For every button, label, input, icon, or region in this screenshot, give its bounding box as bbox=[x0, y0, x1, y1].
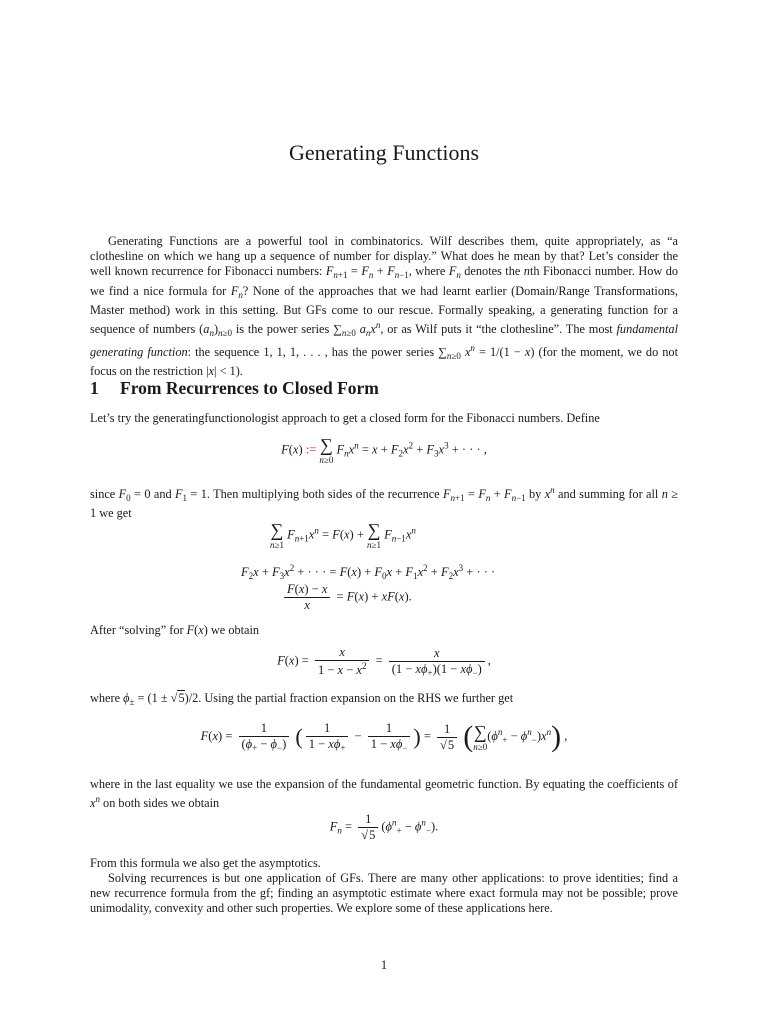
page-number: 1 bbox=[380, 958, 388, 972]
body-text: on both sides we obtain bbox=[99, 796, 220, 811]
emphasis-text: fundamental generating function bbox=[90, 322, 678, 360]
equation-line: $F_2x + F_3x^2$ + · · · = $F(x) + F_0x + F_1x^2 + F_2x^3$ + · · · bbox=[241, 563, 496, 581]
abstract-text: Generating Functions are a powerful tool in combinatorics. Wilf describes them, quite appropriately, as “a clothesline on which we hang up a sequence of number for display.” What does he mean by that? Let’s consider the well known recurrence for Fibonacci numbers: bbox=[90, 234, 678, 279]
math-inline: $x^n$ bbox=[90, 794, 100, 811]
abstract-text: : the sequence 1, 1, 1, . . . , has the power series bbox=[187, 345, 439, 360]
math-inline: $F_0 = 0$ bbox=[118, 487, 151, 503]
math-inline: $\sum_{n\ge 0}$ $x^n = 1/(1 - x)$ bbox=[438, 343, 535, 362]
body-paragraph: From this formula we also get the asymptotics. bbox=[90, 856, 321, 870]
abstract-text: is the power series bbox=[232, 322, 334, 337]
section-number: 1 bbox=[90, 378, 99, 398]
body-text: we obtain bbox=[207, 623, 260, 637]
body-text: . Then multiplying both sides of the recurrence bbox=[206, 487, 444, 501]
body-paragraph bbox=[90, 483, 678, 521]
math-inline: $F_{n+1} = F_n + F_{n-1}$ bbox=[443, 487, 526, 503]
math-inline: $\sum_{n\ge 0}$ $a_nx^n$ bbox=[333, 320, 381, 339]
equation-definition: F(x) := ∑ n≥0 $F_nx^n = x + F_2x^2 + F_3x^3$ + · · · , bbox=[281, 435, 487, 465]
math-inline: n bbox=[523, 264, 530, 279]
math-inline: |x| < 1 bbox=[206, 364, 236, 379]
math-inline: $x^n$ bbox=[544, 485, 555, 501]
body-text: where bbox=[90, 691, 124, 705]
body-text: . Using the partial fraction expansion on the RHS we further get bbox=[198, 691, 514, 705]
body-paragraph: Solving recurrences is but one application of GFs. There are many other applications: to prove identities; find a new recurrence formula from the gf; finding an asymptotic estimate where exact formula may not be possible; prove unimodality, convexity and other such properties. We explore some of these applications here. bbox=[90, 871, 678, 916]
body-paragraph bbox=[90, 623, 678, 638]
body-text: since bbox=[90, 487, 119, 501]
equation-partial-fraction: F(x) = $\frac{1}{(\phi_+ - \phi_-)}$ ( $\frac{1}{1 - x\phi_+}$ − $\frac{1}{1 - x\phi_-}$ ) = $\frac{1}{√5}$ (∑ n≥0 $(\phi^n_+ - \phi^n_-)x^n$) , bbox=[200, 720, 568, 753]
body-text: by bbox=[525, 487, 545, 501]
body-text: and summing for all bbox=[554, 487, 662, 501]
abstract-text: th Fibonacci number. How do we find a nice formula for bbox=[90, 264, 679, 298]
math-inline: $F_1 = 1$ bbox=[175, 487, 207, 503]
abstract-text: denotes the bbox=[460, 264, 524, 279]
math-inline: $F_n$ bbox=[448, 264, 461, 281]
section-title: From Recurrences to Closed Form bbox=[120, 378, 379, 398]
abstract-text: ). bbox=[235, 364, 243, 379]
body-paragraph bbox=[90, 777, 678, 811]
abstract-text: , or as Wilf puts it “the clothesline”. The most bbox=[380, 322, 617, 337]
equation-line: ∑ n≥1 $F_{n+1}x^n = F(x)$ + ∑ n≥1 $F_{n-1}x^n$ bbox=[270, 520, 416, 550]
body-text: where in the last equality we use the expansion of the fundamental geometric function. By equating the coefficients of bbox=[90, 777, 678, 791]
page-title: Generating Functions bbox=[288, 140, 480, 165]
body-text: After “solving” for bbox=[90, 623, 187, 637]
math-inline: $F_{n+1} = F_n + F_{n-1}$ bbox=[325, 264, 409, 281]
body-paragraph bbox=[90, 691, 678, 710]
equation-closed-form: $F_n$ = $\frac{1}{√5}$ $(\phi^n_+ - \phi^n_-)$. bbox=[329, 812, 439, 842]
math-inline: $\phi_\pm = (1 \pm √5)/2$ bbox=[123, 691, 199, 707]
math-inline: F(x) bbox=[186, 623, 208, 637]
equation-line: $\frac{F(x) - x}{x}$ = F(x) + xF(x). bbox=[281, 582, 412, 613]
body-paragraph: Let’s try the generatingfunctionologist approach to get a closed form for the Fibonacci numbers. Define bbox=[90, 411, 600, 425]
body-text: we get bbox=[96, 506, 132, 521]
math-inline: $F_n$ bbox=[230, 283, 243, 300]
abstract-text: ? None of the approaches that we had learnt earlier (Domain/Range Transformations, Master method) work in this setting. But GFs come to our rescue. Formally speaking, a generating function for a sequence of numbers bbox=[90, 283, 678, 337]
abstract-text: , where bbox=[408, 264, 449, 279]
body-text: and bbox=[150, 487, 176, 501]
section-heading bbox=[90, 378, 379, 399]
math-inline: $(a_n)_{n\ge 0}$ bbox=[199, 322, 232, 339]
abstract-paragraph bbox=[90, 234, 678, 380]
math-inline: n ≥ 1 bbox=[90, 487, 679, 521]
equation-solution: F(x) = $\frac{x}{1 - x - x^2}$ = $\frac{x}{(1 - x\phi_+)(1 - x\phi_-)}$ , bbox=[277, 645, 491, 678]
abstract-text: (for the moment, we do not focus on the restriction bbox=[90, 345, 678, 379]
